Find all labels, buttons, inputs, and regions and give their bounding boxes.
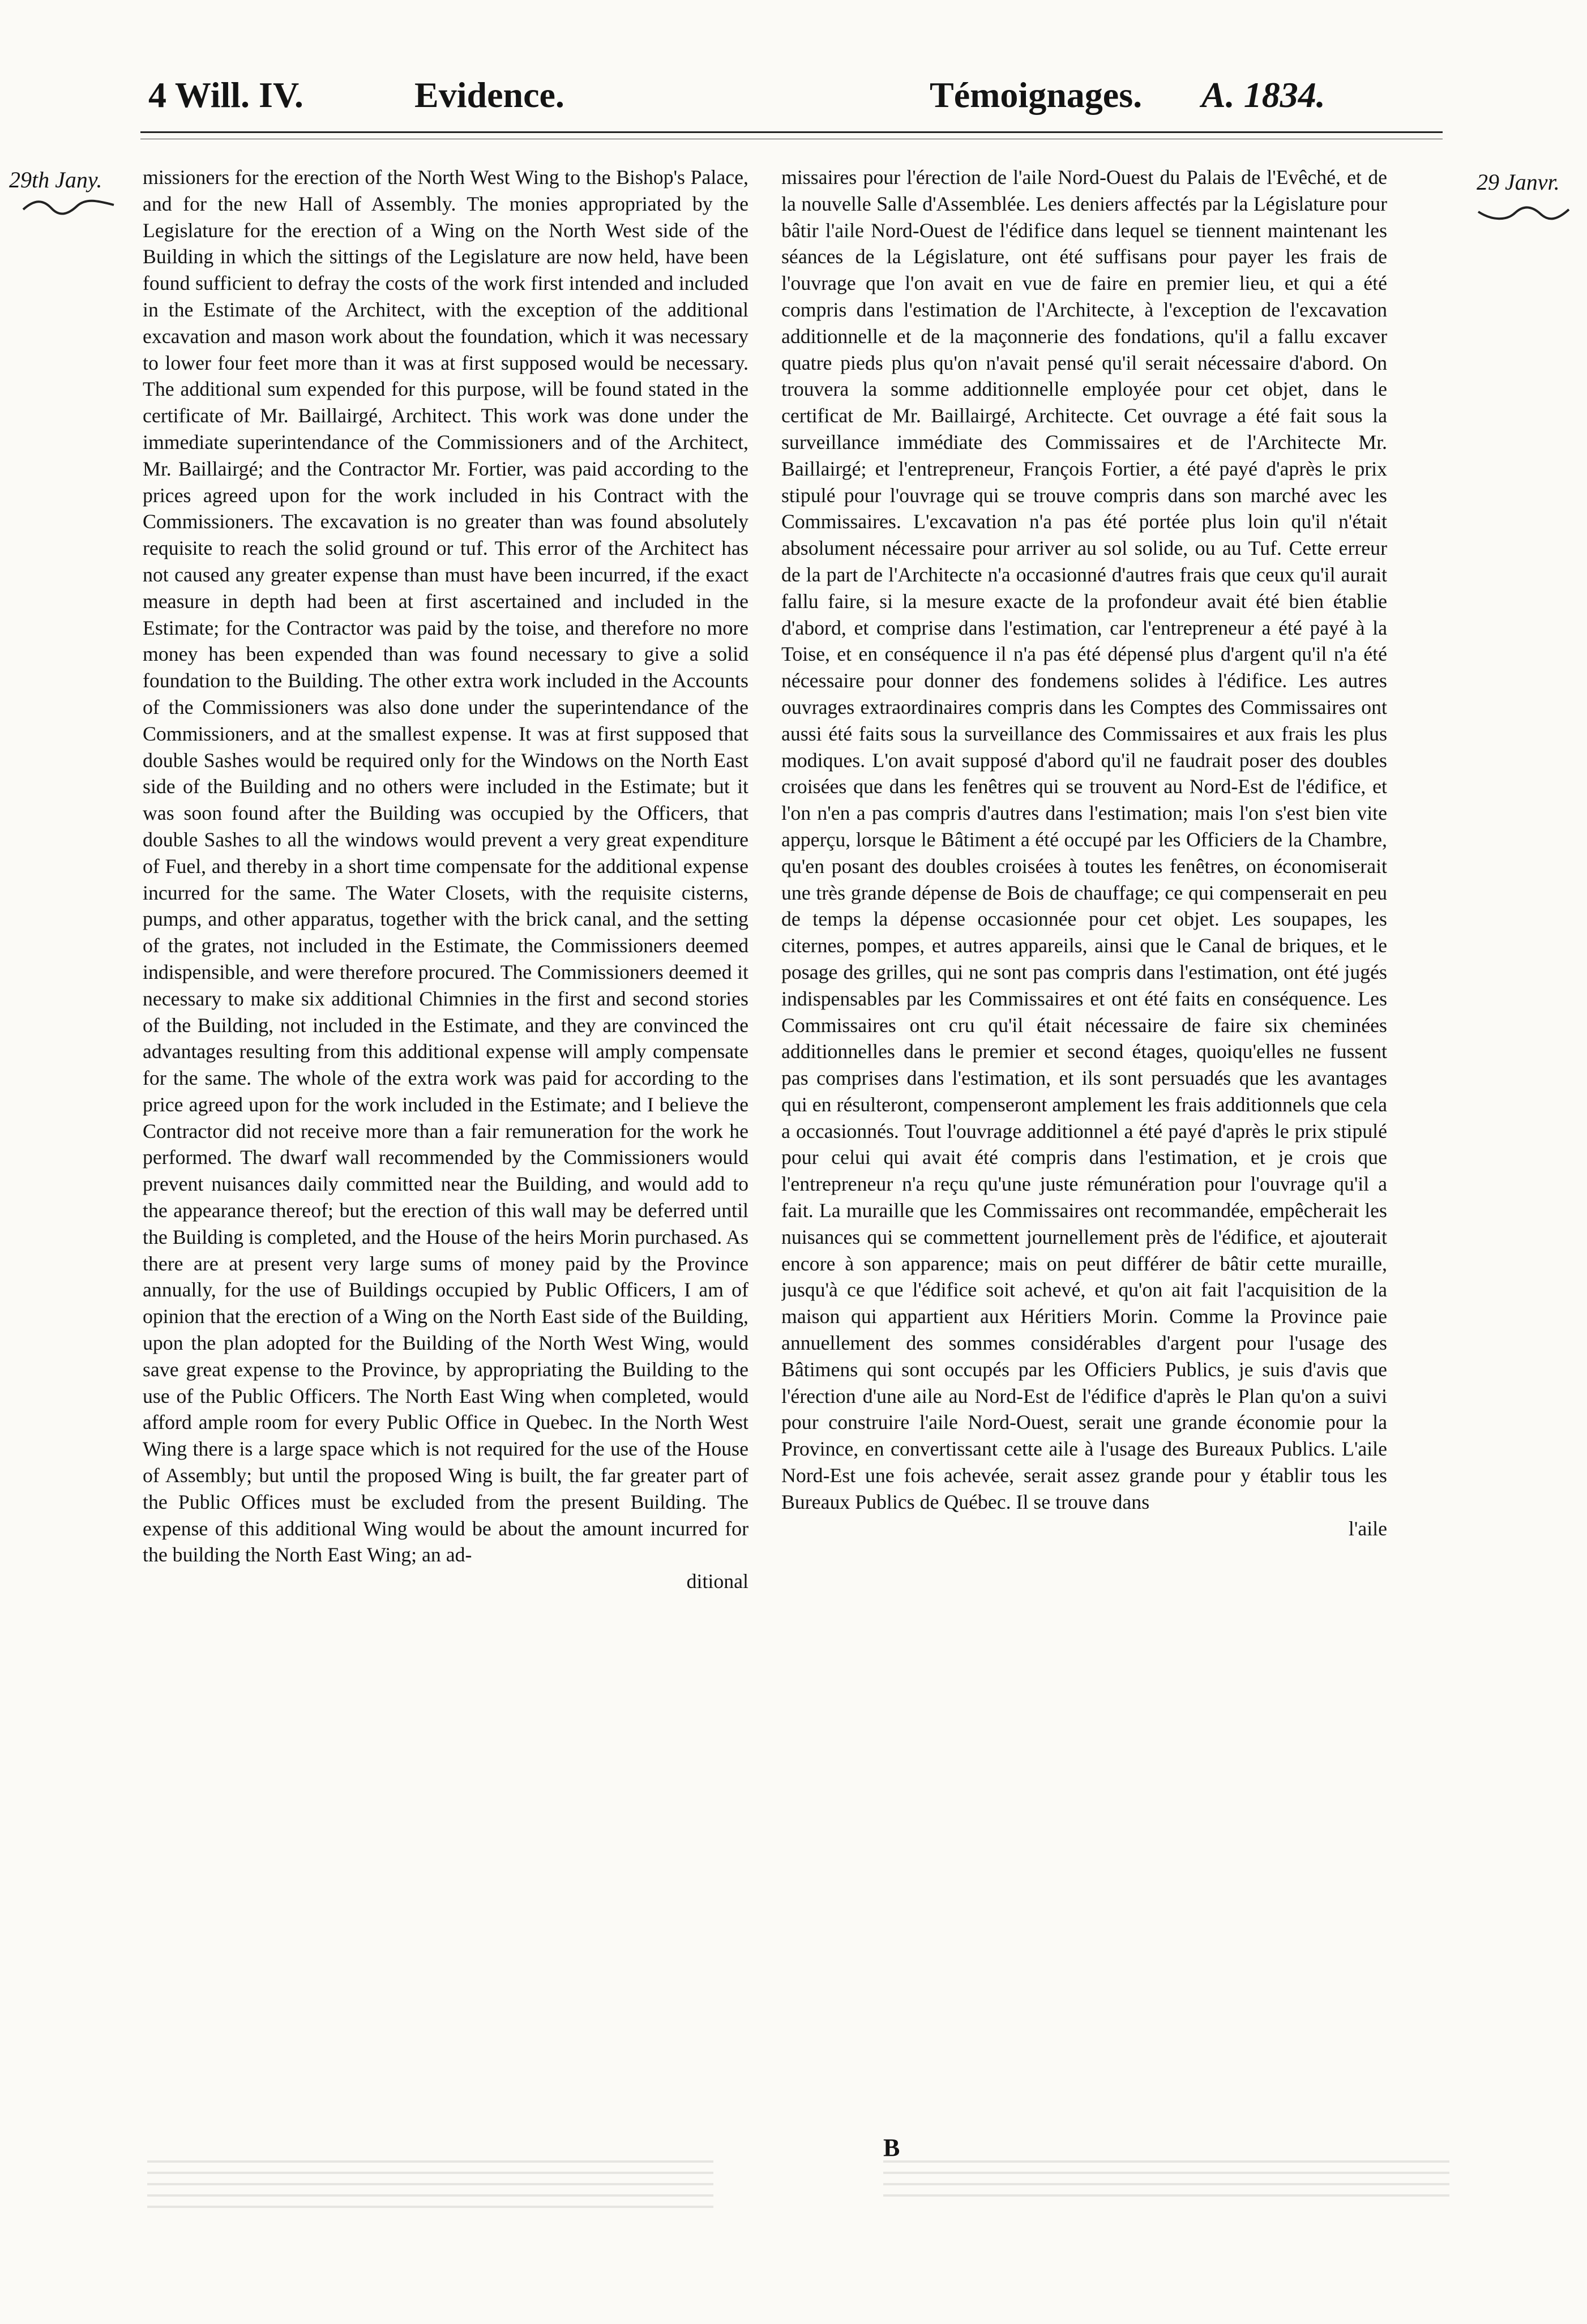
running-header: [148, 67, 1451, 129]
flourish-left-icon: [20, 198, 117, 215]
show-through-left: [147, 2151, 713, 2248]
french-column: [781, 164, 1387, 2180]
french-body: missaires pour l'érection de l'aile Nord-Ouest du Palais de l'Evêché, et de la nouvelle Salle d'Assemblée. Les deniers affectés par la Législature pour bâtir l'aile Nord-Ouest de l'édifice dans lequel se tiennent maintenant les séances de la Législature, ont été suffisans pour payer les frais de l'ouvrage que l'on avait en vue de faire en premier lieu, et qui a été compris dans l'estimation de l'Architecte, à l'exception de l'excavation additionnelle et de la maçonnerie des fondations, qu'il a fallu excaver quatre pieds plus qu'on n'avait pensé qu'il serait nécessaire d'abord. On trouvera la somme additionnelle employée pour cet objet, dans le certificat de Mr. Baillairgé, Architecte. Cet ouvrage a été fait sous la surveillance immédiate des Commissaires et de l'Architecte Mr. Baillairgé; et l'entrepreneur, François Fortier, a été payé d'après le prix stipulé pour l'ouvrage qui se trouve compris dans son marché avec les Commissaires. L'excavation n'a pas été portée plus loin qu'il n'était absolument nécessaire pour arriver au sol solide, ou au Tuf. Cette erreur de la part de l'Architecte n'a occasionné d'autres frais que ceux qu'il aurait fallu faire, si la mesure exacte de la profondeur avait été bien établie d'abord, et comprise dans l'estimation, car l'entrepreneur a été payé à la Toise, et en conséquence il n'a pas été dépensé plus d'argent qu'il n'a été nécessaire pour donner des fondemens solides à l'édifice. Les autres ouvrages extraordinaires compris dans les Comptes des Commissaires ont aussi été faits sous la surveillance des Commissaires et aux frais les plus modiques. L'on avait supposé d'abord qu'il ne faudrait poser des doubles croisées que dans les fenêtres qui se trouvent au Nord-Est de l'édifice, et l'on n'en a pas compris d'autres dans l'estimation; mais l'on s'est bien vite apperçu, lorsque le Bâtiment a été occupé par les Officiers de la Chambre, qu'en posant des doubles croisées à toutes les fenêtres, on économiserait une très grande dépense de Bois de chauffage; ce qui compenserait en peu de temps la dépense occasionnée pour cet objet. Les soupapes, les citernes, pompes, et autres appareils, ainsi que le Canal de briques, et le posage des grilles, qui ne sont pas compris dans l'estimation, ont été jugés indispensables par les Commissaires et ont été faits en conséquence. Les Commissaires ont cru qu'il était nécessaire de faire six cheminées additionnelles dans le premier et second étages, quoiqu'elles ne fussent pas comprises dans l'estimation, et ils sont persuadés que les avantages qui en résulteront, compenseront amplement les frais additionnels que cela a occasionnés. Tout l'ouvrage additionnel a été payé d'après le prix stipulé pour celui qui avait été compris dans l'estimation, et je crois que l'entrepreneur n'a reçu qu'une juste rémunération pour l'ouvrage qu'il a fait. La muraille que les Commissaires ont recommandée, empêcherait les nuisances qui se commettent journellement près de l'édifice, et ajouterait encore à son apparence; mais on peut différer de bâtir cette muraille, jusqu'à ce que l'édifice soit achevé, et qu'on ait fait l'acquisition de la maison qui appartient aux Héritiers Morin. Comme la Province paie annuellement des sommes considérables d'argent pour l'usage des Bâtimens qui sont occupés par les Officiers Publics, je suis d'avis que l'érection d'une aile au Nord-Est de l'édifice d'après le Plan qu'on a suivi pour construire l'aile Nord-Ouest, serait une grande économie pour la Province, en convertissant cette aile à l'usage des Bureaux Publics. L'aile Nord-Est une fois achevée, serait assez grande pour y établir tous les Bureaux Publics de Québec. Il se trouve dans: [781, 166, 1387, 1513]
flourish-right-icon: [1475, 205, 1572, 222]
english-body: missioners for the erection of the North West Wing to the Bishop's Palace, and for the new Hall of Assembly. The monies appropriated by the Legislature for the erection of a Wing on the North West side of the Building in which the sittings of the Legislature are now held, have been found sufficient to defray the costs of the work first intended and included in the Estimate of the Architect, with the exception of the additional excavation and mason work about the foundation, which it was necessary to lower four feet more than it was at first supposed would be necessary. The additional sum expended for this purpose, will be found stated in the certificate of Mr. Baillairgé, Architect. This work was done under the immediate superintendance of the Commissioners and of the Architect, Mr. Baillairgé; and the Contractor Mr. Fortier, was paid according to the prices agreed upon for the work included in his Contract with the Commissioners. The excavation is no greater than was found absolutely requisite to reach the solid ground or tuf. This error of the Architect has not caused any greater expense than must have been incurred, if the exact measure in depth had been at first ascertained and included in the Estimate; for the Contractor was paid by the toise, and therefore no more money has been expended than was found necessary to give a solid foundation to the Building. The other extra work included in the Accounts of the Commissioners was also done under the superintendance of the Commissioners, and at the smallest expense. It was at first supposed that double Sashes would be required only for the Windows on the North East side of the Building and no others were included in the Estimate; but it was soon found after the Building was occupied by the Officers, that double Sashes to all the windows would prevent a very great expenditure of Fuel, and thereby in a short time compensate for the additional expense incurred for the same. The Water Closets, with the requisite cisterns, pumps, and other apparatus, together with the brick canal, and the setting of the grates, not included in the Estimate, the Commissioners deemed indispensible, and were therefore procured. The Commissioners deemed it necessary to make six additional Chimnies in the first and second stories of the Building, not included in the Estimate, and they are convinced the advantages resulting from this additional expense will amply compensate for the same. The whole of the extra work was paid for according to the price agreed upon for the work included in the Estimate; and I believe the Contractor did not receive more than a fair remuneration for the work he performed. The dwarf wall recommended by the Commissioners would prevent nuisances daily committed near the Building, and would add to the appearance thereof; but the erection of this wall may be deferred until the Building is completed, and the House of the heirs Morin purchased. As there are at present very large sums of money paid by the Province annually, for the use of Buildings occupied by Public Officers, I am of opinion that the erection of a Wing on the North East side of the Building, upon the plan adopted for the Building of the North West Wing, would save great expense to the Province, by appropriating the Building to the use of the Public Officers. The North East Wing when completed, would afford ample room for every Public Office in Quebec. In the North West Wing there is a large space which is not required for the use of the House of Assembly; but until the proposed Wing is built, the far greater part of the Public Offices must be excluded from the present Building. The expense of this additional Wing would be about the amount incurred for the building the North East Wing; an ad-: [143, 166, 748, 1567]
signature-mark: B: [883, 2134, 900, 2162]
margin-date-right: 29 Janvr.: [1477, 169, 1560, 195]
header-year: A. 1834.: [1201, 75, 1325, 115]
french-catchword: l'aile: [1348, 1517, 1387, 1540]
english-catchword: ditional: [686, 1570, 748, 1593]
show-through-right: [883, 2151, 1449, 2248]
header-rule: [140, 131, 1443, 133]
margin-date-left: 29th Jany.: [9, 167, 102, 192]
header-title-english: Evidence.: [414, 75, 564, 115]
header-title-french: Témoignages.: [930, 75, 1143, 115]
reign-label: 4 Will. IV.: [148, 75, 303, 115]
english-column: [143, 164, 748, 2180]
